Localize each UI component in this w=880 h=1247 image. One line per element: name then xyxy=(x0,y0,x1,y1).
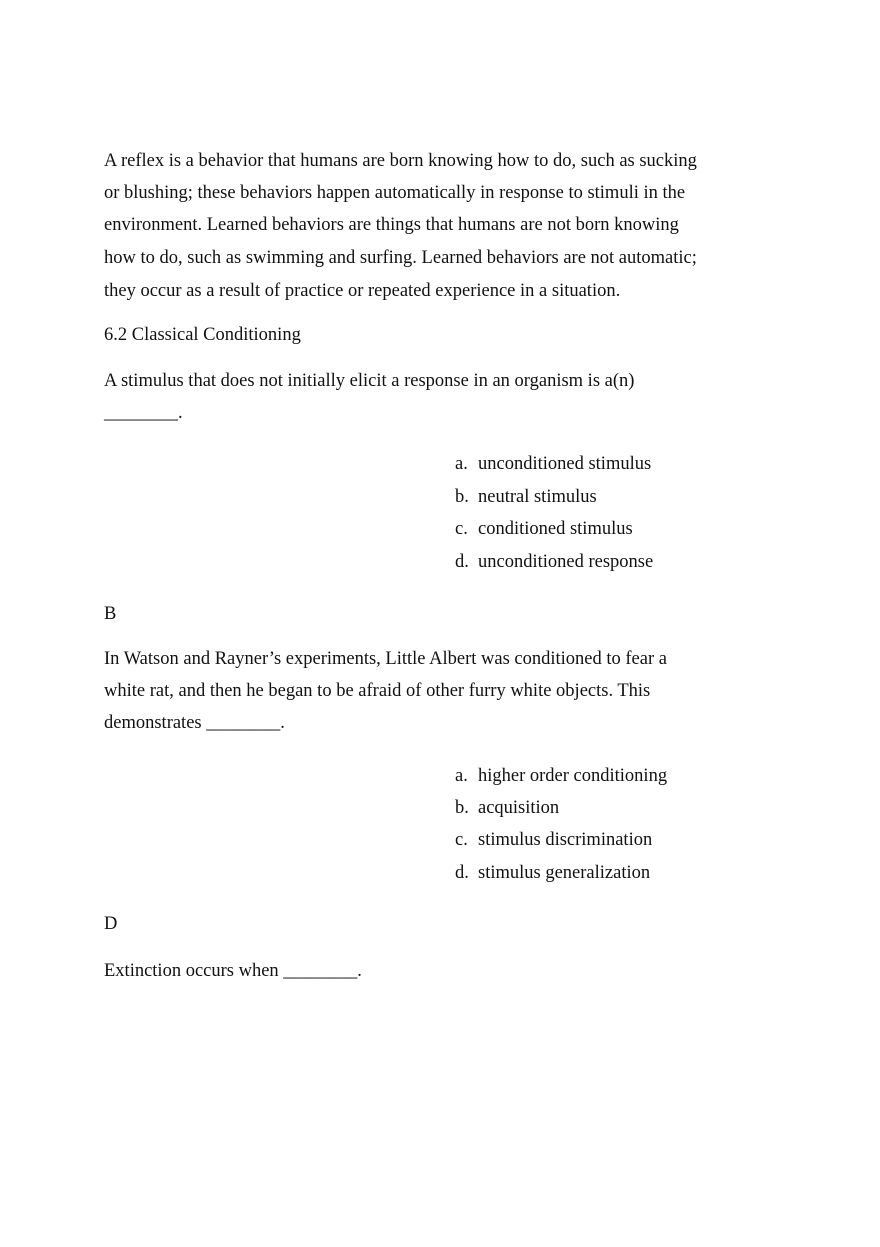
option-letter: b. xyxy=(455,798,469,818)
option-text: acquisition xyxy=(478,798,560,818)
question-2-option-d xyxy=(455,862,650,884)
option-text: neutral stimulus xyxy=(478,487,597,507)
option-text: stimulus discrimination xyxy=(478,830,653,850)
intro-line: or blushing; these behaviors happen automatically in response to stimuli in the xyxy=(104,183,686,203)
option-letter: d. xyxy=(455,552,469,572)
option-text: unconditioned response xyxy=(478,552,654,572)
intro-line: how to do, such as swimming and surfing. Learned behaviors are not automatic; xyxy=(104,248,697,268)
question-1-answer: B xyxy=(104,604,117,624)
option-text: stimulus generalization xyxy=(478,863,651,883)
question-3-stem: Extinction occurs when ________. xyxy=(104,961,362,981)
question-1-stem: ________. xyxy=(104,403,183,423)
question-2-stem: demonstrates ________. xyxy=(104,713,285,733)
question-2-stem: In Watson and Rayner’s experiments, Little Albert was conditioned to fear a xyxy=(104,649,667,669)
question-2-answer: D xyxy=(104,914,118,934)
option-letter: a. xyxy=(455,766,468,786)
option-letter: d. xyxy=(455,863,469,883)
intro-line: A reflex is a behavior that humans are born knowing how to do, such as sucking xyxy=(104,151,697,171)
question-2-stem: white rat, and then he began to be afraid of other furry white objects. This xyxy=(104,681,651,701)
question-2-option-b xyxy=(455,797,559,819)
option-letter: b. xyxy=(455,487,469,507)
option-letter: c. xyxy=(455,519,468,539)
question-1-option-b xyxy=(455,486,597,508)
question-1-option-a xyxy=(455,453,651,475)
option-text: higher order conditioning xyxy=(478,766,668,786)
intro-line: environment. Learned behaviors are things that humans are not born knowing xyxy=(104,215,679,235)
intro-line: they occur as a result of practice or repeated experience in a situation. xyxy=(104,281,621,301)
option-text: conditioned stimulus xyxy=(478,519,633,539)
section-heading: 6.2 Classical Conditioning xyxy=(104,325,301,345)
option-letter: c. xyxy=(455,830,468,850)
question-2-option-c xyxy=(455,829,652,851)
question-2-option-a xyxy=(455,765,667,787)
question-1-stem: A stimulus that does not initially elicit a response in an organism is a(n) xyxy=(104,371,635,391)
option-text: unconditioned stimulus xyxy=(478,454,652,474)
option-letter: a. xyxy=(455,454,468,474)
question-1-option-d xyxy=(455,551,653,573)
question-1-option-c xyxy=(455,518,633,540)
